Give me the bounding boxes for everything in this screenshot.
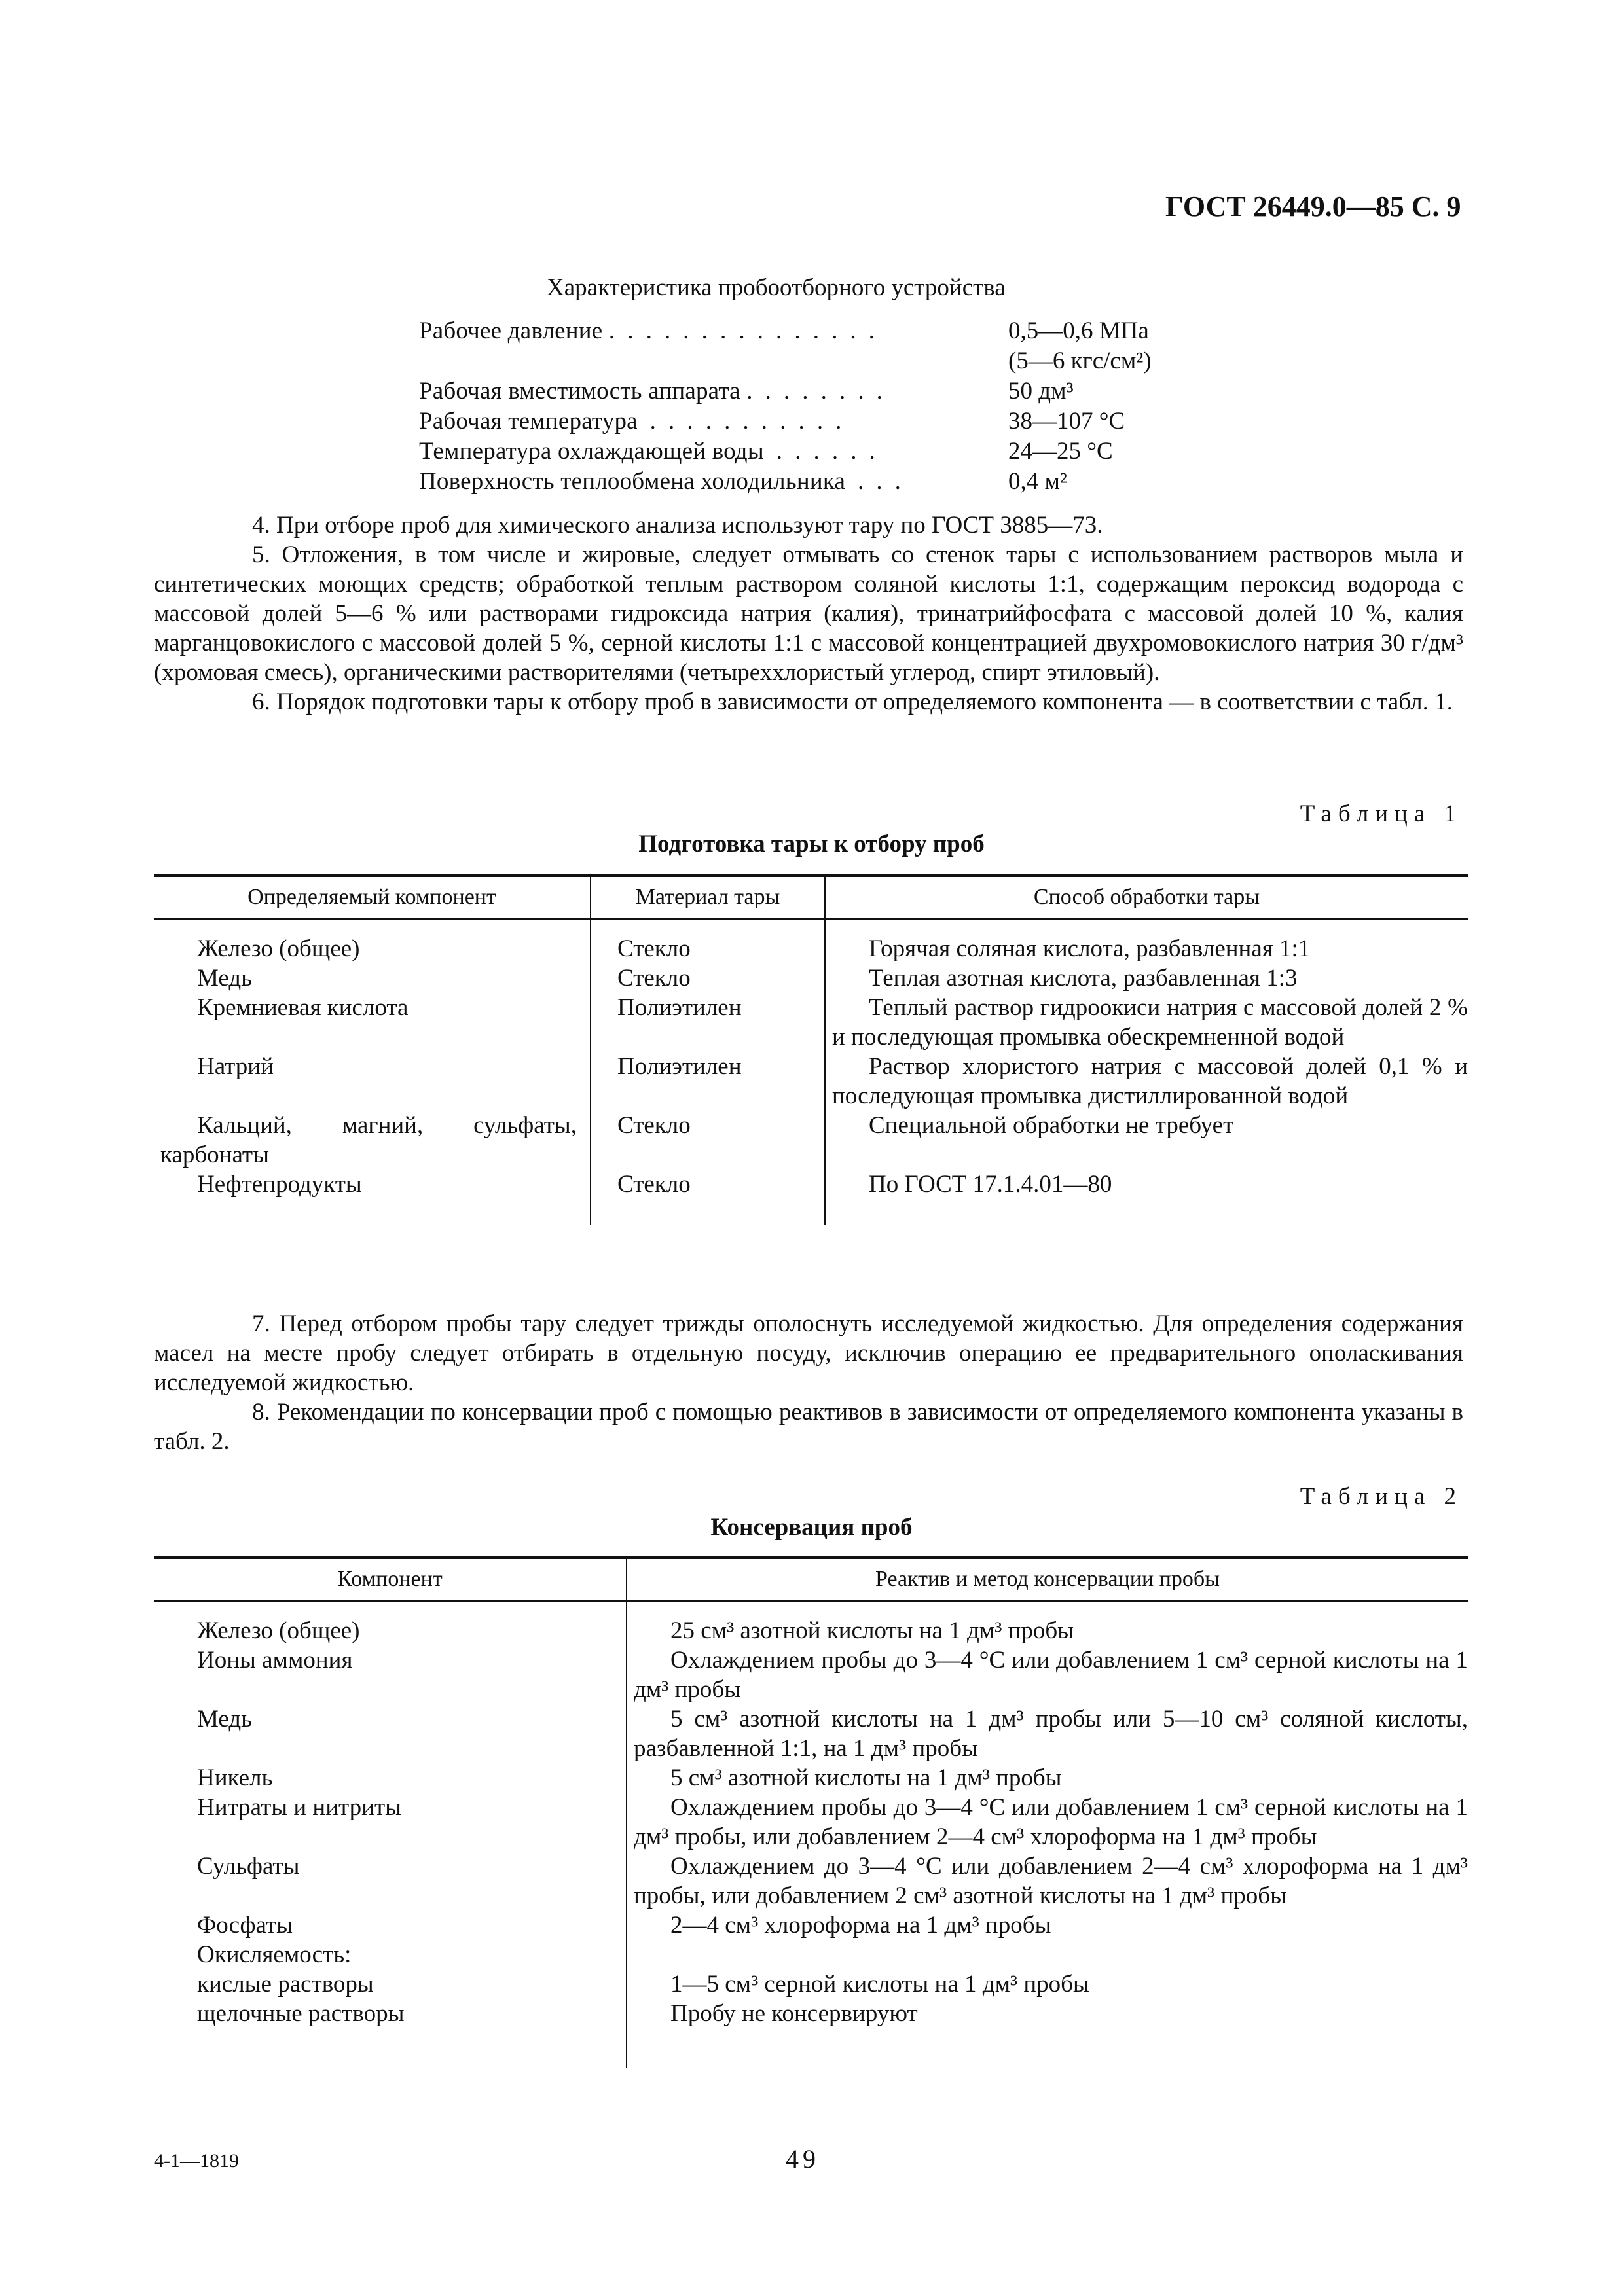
table-row xyxy=(154,1170,1468,1225)
table-cell: Теплая азотная кислота, разбавленная 1:3 xyxy=(825,963,1468,993)
column-header: Определяемый компонент xyxy=(154,876,591,919)
spec-value: 50 дм³ xyxy=(1008,378,1074,404)
table-row xyxy=(154,1601,1468,1645)
table-cell: Железо (общее) xyxy=(197,935,360,962)
column-header: Материал тары xyxy=(591,876,825,919)
table-row xyxy=(154,1969,1468,1999)
paragraphs-4-6 xyxy=(154,511,1463,717)
spec-value: 0,4 м² xyxy=(1008,468,1068,495)
spec-value: (5—6 кгс/см²) xyxy=(1008,348,1152,374)
table-cell: Кремниевая кислота xyxy=(197,994,409,1021)
table-cell: Нефтепродукты xyxy=(197,1171,362,1198)
table-cell: Медь xyxy=(197,1706,253,1732)
paragraph-7: 7. Перед отбором пробы тару следует трижды ополоснуть исследуемой жидкостью. Для определения содержания масел на месте пробу следует отбирать в отдельную посуду, исключив операцию ее предварительного ополаскивания исследуемой жидкостью. xyxy=(154,1310,1463,1396)
spec-value: 24—25 °С xyxy=(1008,438,1113,465)
table2-caption: Таблица 2 xyxy=(1300,1483,1463,1510)
table-row xyxy=(154,919,1468,963)
table-cell: 5 см³ азотной кислоты на 1 дм³ пробы или 5—10 см³ соляной кислоты, разбавленной 1:1, на 1 дм³ пробы xyxy=(627,1704,1468,1763)
page-number: 49 xyxy=(786,2144,820,2174)
spec-label: Температура охлаждающей воды xyxy=(419,438,764,465)
paragraph-5: 5. Отложения, в том числе и жировые, следует отмывать со стенок тары с использованием растворов мыла и синтетических моющих средств; обработкой теплым раствором соляной кислоты 1:1, содержащим пероксид водорода с массовой долей 5—6 % или растворами гидроксида натрия (калия), тринатрийфосфата с массовой долей 10 %, калия марганцовокислого с массовой долей 5 %, серной кислоты 1:1 с массовой концентрацией двухромовокислого натрия 30 г/дм³ (хромовая смесь), органическими растворителями (четыреххлористый углерод, спирт этиловый). xyxy=(154,541,1463,686)
spec-label: Рабочая вместимость аппарата xyxy=(419,378,740,404)
table-cell: Медь xyxy=(197,965,253,992)
page-header: ГОСТ 26449.0—85 С. 9 xyxy=(1165,190,1461,223)
table-row xyxy=(154,963,1468,993)
column-header: Способ обработки тары xyxy=(825,876,1468,919)
table-cell: Окисляемость: xyxy=(197,1941,352,1968)
table-cell: Теплый раствор гидроокиси натрия с массовой долей 2 % и последующая промывка обескремненной водой xyxy=(825,993,1468,1052)
table-row xyxy=(154,1763,1468,1793)
table-cell: Стекло xyxy=(591,1111,825,1170)
table2-title: Консервация проб xyxy=(710,1514,913,1541)
paragraph-6: 6. Порядок подготовки тары к отбору проб в зависимости от определяемого компонента — в соответствии с табл. 1. xyxy=(252,689,1453,715)
table-cell: Горячая соляная кислота, разбавленная 1:1 xyxy=(825,919,1468,963)
table-cell: Стекло xyxy=(591,1170,825,1225)
table-cell: щелочные растворы xyxy=(197,2000,405,2027)
table-cell: Никель xyxy=(197,1765,273,1791)
spec-label: Рабочее давление xyxy=(419,317,603,344)
footer-code: 4-1—1819 xyxy=(154,2150,239,2172)
table-header-row xyxy=(154,876,1468,919)
table-cell: Охлаждением до 3—4 °С или добавлением 2—4 см³ хлороформа на 1 дм³ пробы, или добавлением 2 см³ азотной кислоты на 1 дм³ пробы xyxy=(627,1852,1468,1910)
spec-value: 0,5—0,6 МПа xyxy=(1008,317,1149,344)
table-cell: Стекло xyxy=(591,919,825,963)
table-row xyxy=(154,1910,1468,1940)
table-cell: Нитраты и нитриты xyxy=(197,1794,401,1821)
spec-value: 38—107 °С xyxy=(1008,408,1125,435)
table-row xyxy=(154,1793,1468,1852)
table-row xyxy=(154,1940,1468,1969)
table-header-row xyxy=(154,1558,1468,1601)
table-cell: 2—4 см³ хлороформа на 1 дм³ пробы xyxy=(627,1910,1468,1940)
table-cell: Натрий xyxy=(197,1053,274,1080)
table-cell: Раствор хлористого натрия с массовой долей 0,1 % и последующая промывка дистиллированной водой xyxy=(825,1052,1468,1111)
table-cell: 5 см³ азотной кислоты на 1 дм³ пробы xyxy=(627,1763,1468,1793)
table-cell: 1—5 см³ серной кислоты на 1 дм³ пробы xyxy=(627,1969,1468,1999)
table-cell: 25 см³ азотной кислоты на 1 дм³ пробы xyxy=(627,1601,1468,1645)
table-row xyxy=(154,1852,1468,1910)
column-header: Реактив и метод консервации пробы xyxy=(627,1558,1468,1601)
table-row xyxy=(154,1704,1468,1763)
spec-label: Поверхность теплообмена холодильника xyxy=(419,468,846,495)
table-cell xyxy=(627,1940,1468,1969)
table-row xyxy=(154,1999,1468,2068)
paragraphs-7-8 xyxy=(154,1309,1463,1456)
table1-caption: Таблица 1 xyxy=(1300,800,1463,827)
table1-title: Подготовка тары к отбору проб xyxy=(638,831,985,857)
table1 xyxy=(154,874,1468,1225)
paragraph-8: 8. Рекомендации по консервации проб с помощью реактивов в зависимости от определяемого компонента указаны в табл. 2. xyxy=(154,1399,1463,1455)
table-cell: По ГОСТ 17.1.4.01—80 xyxy=(825,1170,1468,1225)
spec-label: Рабочая температура xyxy=(419,408,638,435)
table-row xyxy=(154,1052,1468,1111)
table-cell: Пробу не консервируют xyxy=(627,1999,1468,2068)
table2 xyxy=(154,1556,1468,2068)
table-cell: Полиэтилен xyxy=(591,993,825,1052)
table-cell: кислые растворы xyxy=(197,1971,374,1998)
table-cell: Специальной обработки не требует xyxy=(825,1111,1468,1170)
table-cell: Полиэтилен xyxy=(591,1052,825,1111)
table-cell: Охлаждением пробы до 3—4 °С или добавлением 1 см³ серной кислоты на 1 дм³ пробы, или добавлением 2—4 см³ хлороформа на 1 дм³ пробы xyxy=(627,1793,1468,1852)
table-cell: Кальций, магний, сульфаты, карбонаты xyxy=(160,1112,577,1168)
table-row xyxy=(154,1645,1468,1704)
table-cell: Охлаждением пробы до 3—4 °С или добавлением 1 см³ серной кислоты на 1 дм³ пробы xyxy=(627,1645,1468,1704)
table-row xyxy=(154,1111,1468,1170)
table-cell: Ионы аммония xyxy=(197,1647,353,1674)
table-cell: Фосфаты xyxy=(197,1912,293,1939)
paragraph-4: 4. При отборе проб для химического анализа используют тару по ГОСТ 3885—73. xyxy=(252,512,1103,539)
table-cell: Сульфаты xyxy=(197,1853,300,1880)
spec-title: Характеристика пробоотборного устройства xyxy=(547,274,1006,301)
column-header: Компонент xyxy=(154,1558,627,1601)
table-cell: Стекло xyxy=(591,963,825,993)
table-cell: Железо (общее) xyxy=(197,1617,360,1644)
table-row xyxy=(154,993,1468,1052)
